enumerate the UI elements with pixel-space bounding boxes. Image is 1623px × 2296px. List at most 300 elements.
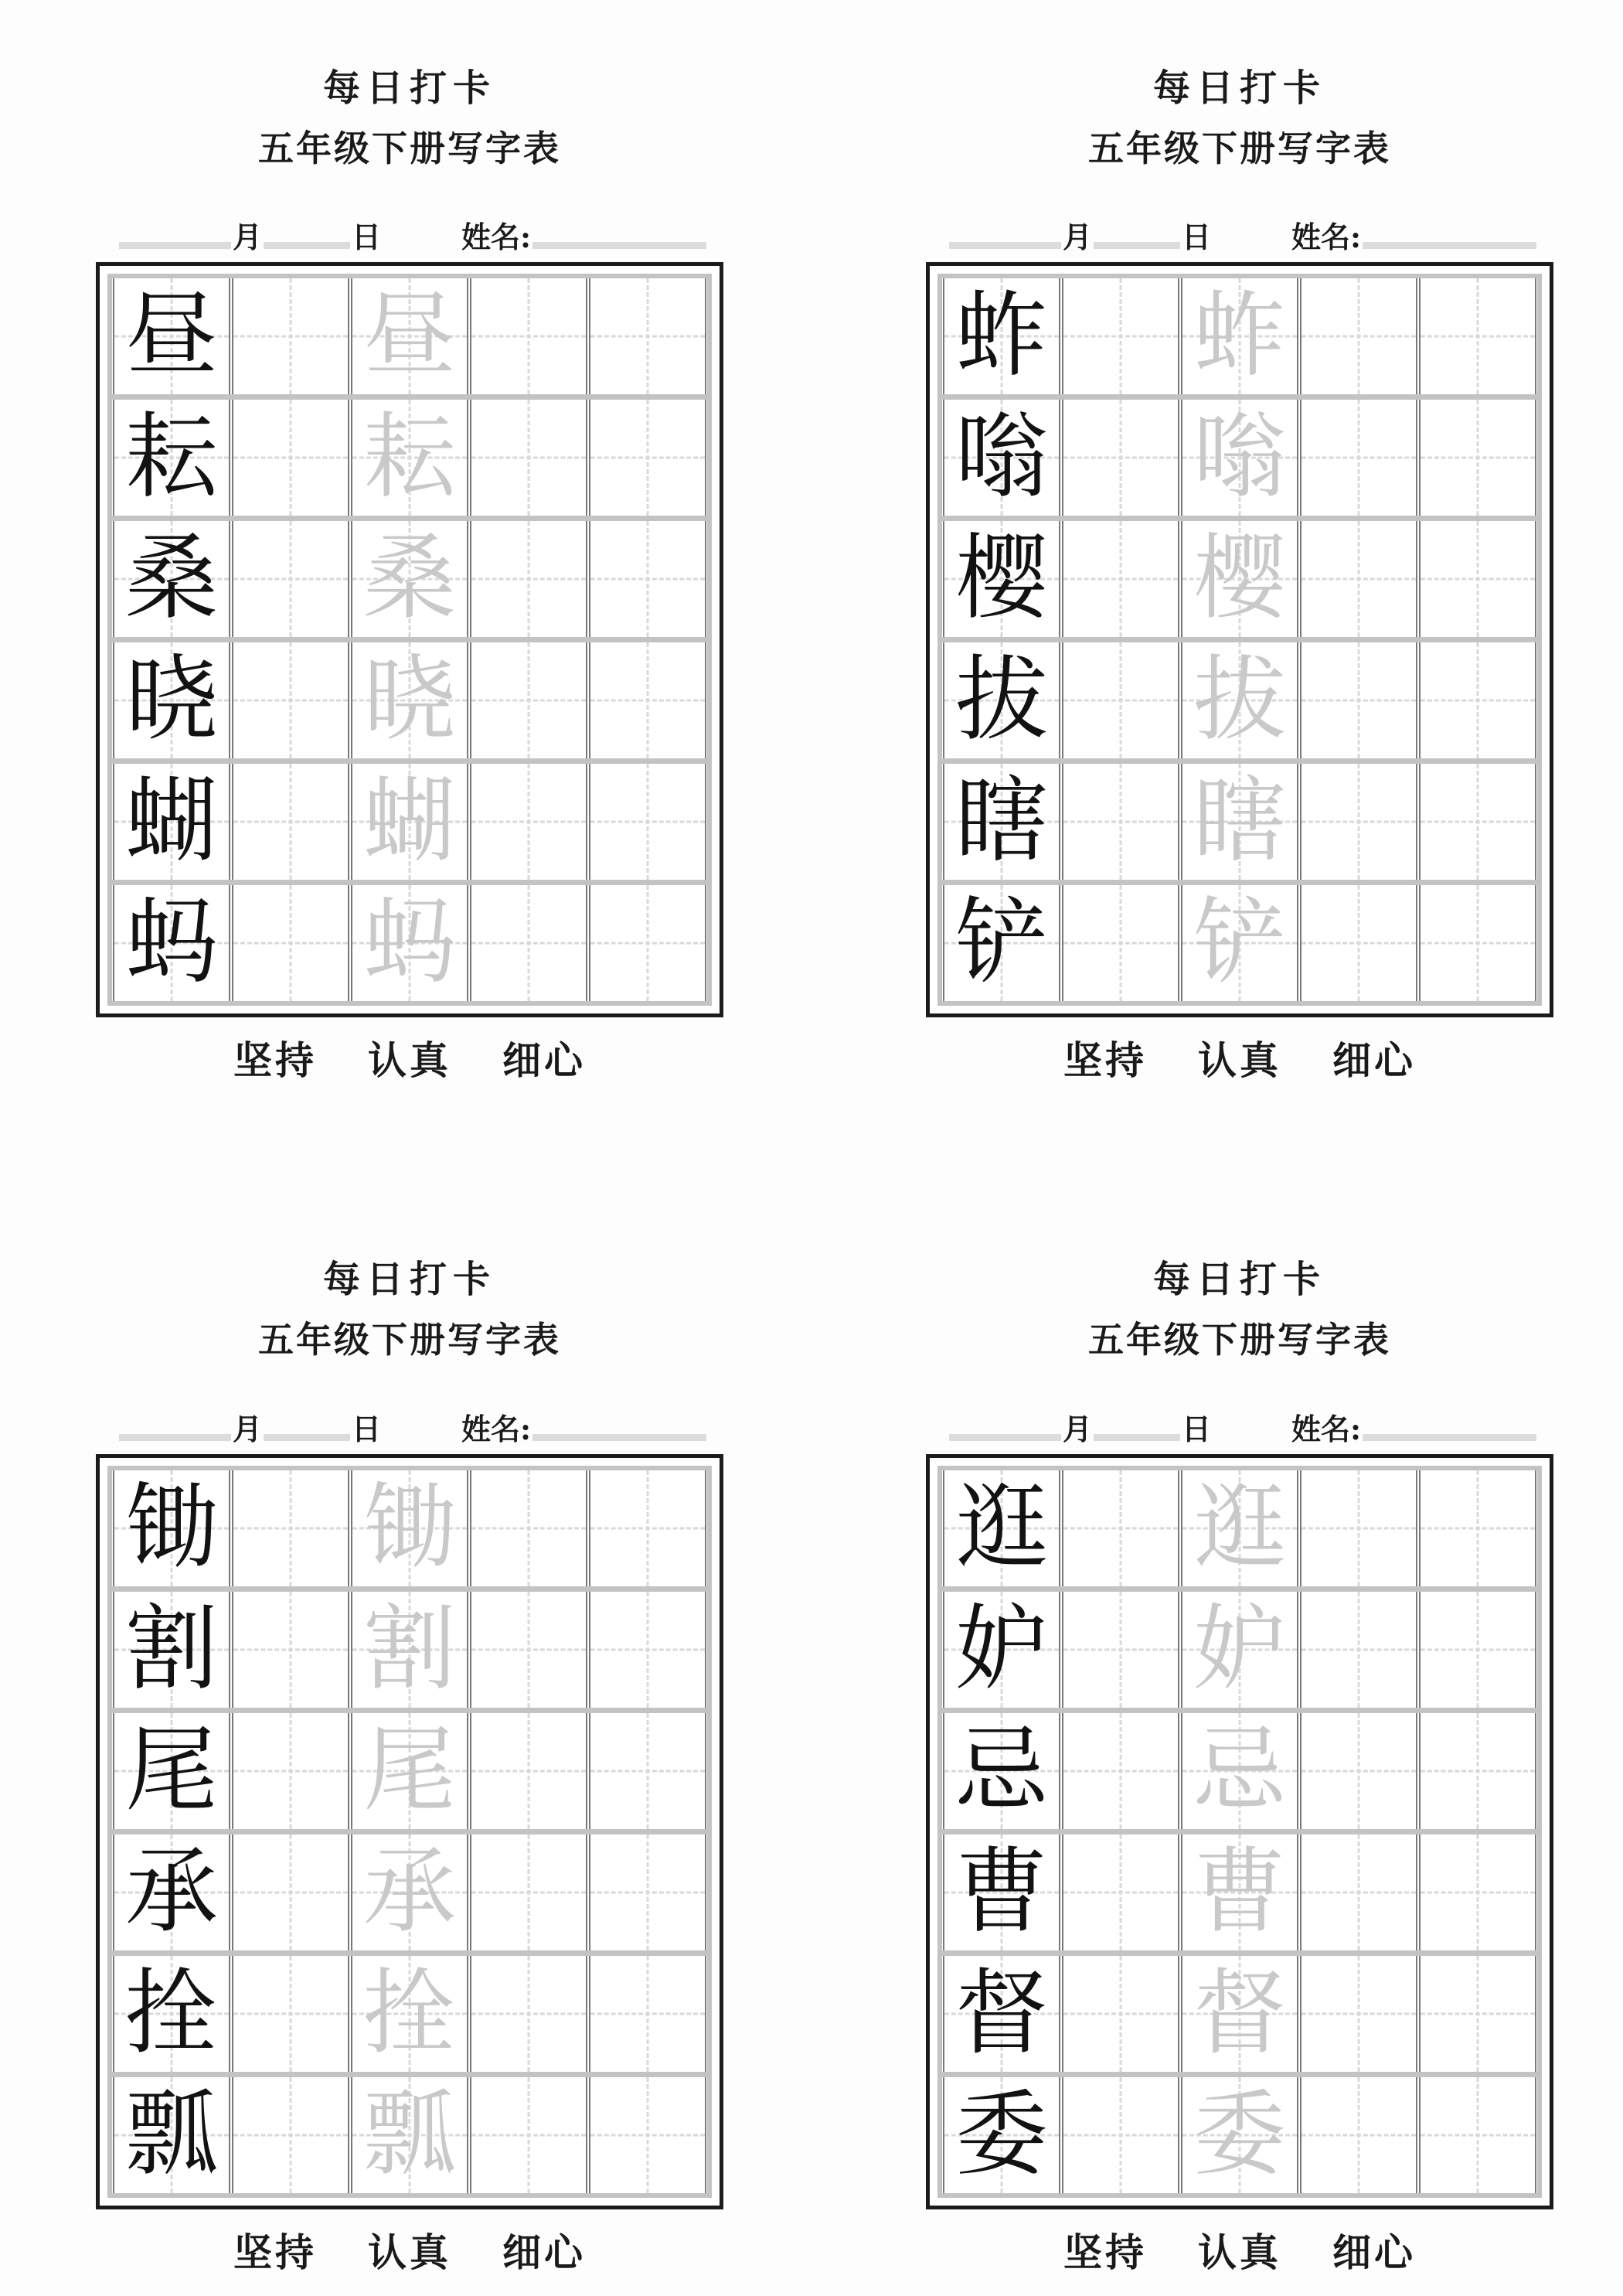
model-character: 耘 <box>125 404 218 512</box>
practice-cell <box>1062 642 1179 758</box>
practice-cell <box>1300 400 1417 516</box>
horizontal-guide-line <box>233 700 348 702</box>
date-name-line <box>926 1411 1553 1446</box>
practice-cell <box>1181 1713 1298 1829</box>
practice-cell <box>1181 642 1298 758</box>
horizontal-guide-line <box>1063 700 1178 702</box>
practice-cell <box>232 1592 349 1708</box>
practice-cell <box>1181 1592 1298 1708</box>
horizontal-guide-line <box>1421 821 1535 823</box>
practice-cell <box>1419 764 1536 880</box>
practice-cell <box>232 1834 349 1950</box>
practice-cell <box>113 885 230 1001</box>
horizontal-guide-line <box>1063 2134 1178 2136</box>
horizontal-guide-line <box>1301 1770 1416 1772</box>
panel-title: 每日打卡 <box>322 1258 496 1302</box>
motto-word: 细心 <box>502 1037 586 1084</box>
practice-grid <box>107 1466 712 2198</box>
trace-character: 忌 <box>1193 1716 1286 1824</box>
horizontal-guide-line <box>1301 457 1416 459</box>
model-character: 曹 <box>955 1838 1048 1946</box>
grid-row <box>942 278 1537 400</box>
model-character: 割 <box>125 1595 218 1703</box>
practice-cell <box>589 1592 706 1708</box>
horizontal-guide-line <box>233 942 348 945</box>
practice-cell <box>1181 521 1298 637</box>
model-character: 锄 <box>125 1473 218 1582</box>
practice-cell <box>1300 642 1417 758</box>
practice-cell <box>1419 1713 1536 1829</box>
horizontal-guide-line <box>471 942 586 945</box>
practice-cell <box>351 400 468 516</box>
horizontal-guide-line <box>1421 700 1535 702</box>
grid-row <box>942 642 1537 764</box>
horizontal-guide-line <box>1301 1527 1416 1529</box>
horizontal-guide-line <box>590 821 705 823</box>
panel-row-bottom <box>96 1259 1553 2273</box>
horizontal-guide-line <box>1421 336 1535 338</box>
horizontal-guide-line <box>1063 2012 1178 2015</box>
trace-character: 承 <box>363 1838 456 1946</box>
practice-cell <box>470 1713 587 1829</box>
practice-cell <box>470 1592 587 1708</box>
practice-cell <box>351 521 468 637</box>
horizontal-guide-line <box>590 942 705 945</box>
motto-word: 认真 <box>1198 1037 1281 1084</box>
name-label: 姓名: <box>1291 1411 1362 1446</box>
model-character: 妒 <box>955 1595 1048 1703</box>
practice-cell <box>1062 278 1179 394</box>
practice-cell <box>1419 1470 1536 1586</box>
model-character: 晓 <box>125 646 218 755</box>
day-blank-line <box>264 1434 350 1441</box>
grid-row <box>112 764 707 885</box>
worksheet-panel <box>926 1259 1553 2273</box>
name-blank-line <box>532 1434 706 1441</box>
horizontal-guide-line <box>1063 578 1178 581</box>
model-character: 拴 <box>125 1959 218 2067</box>
motto-word: 细心 <box>1332 2229 1416 2275</box>
grid-row <box>112 1956 707 2077</box>
grid-row <box>112 278 707 400</box>
practice-cell <box>470 400 587 516</box>
practice-cell <box>232 1713 349 1829</box>
horizontal-guide-line <box>471 2012 586 2015</box>
horizontal-guide-line <box>471 1527 586 1529</box>
horizontal-guide-line <box>1063 1891 1178 1893</box>
horizontal-guide-line <box>1301 578 1416 581</box>
model-character: 委 <box>955 2080 1048 2189</box>
motto-word: 坚持 <box>233 2229 317 2275</box>
practice-cell <box>113 1834 230 1950</box>
motto-word: 认真 <box>1198 2229 1281 2275</box>
grid-row <box>112 2077 707 2193</box>
practice-grid <box>107 274 712 1006</box>
practice-cell <box>1181 400 1298 516</box>
month-blank-line <box>949 1434 1061 1441</box>
horizontal-guide-line <box>233 2012 348 2015</box>
grid-row <box>942 2077 1537 2193</box>
model-character: 承 <box>125 1838 218 1946</box>
horizontal-guide-line <box>1301 1891 1416 1893</box>
practice-cell <box>1419 400 1536 516</box>
name-label: 姓名: <box>461 1411 532 1446</box>
practice-cell <box>232 885 349 1001</box>
horizontal-guide-line <box>233 578 348 581</box>
grid-row <box>942 1956 1537 2077</box>
grid-row <box>112 885 707 1001</box>
trace-character: 曹 <box>1193 1838 1286 1946</box>
practice-cell <box>1181 1470 1298 1586</box>
horizontal-guide-line <box>1421 1648 1535 1650</box>
practice-grid-frame <box>926 262 1553 1017</box>
practice-cell <box>351 278 468 394</box>
practice-grid-frame <box>96 262 723 1017</box>
name-blank-line <box>532 242 706 249</box>
date-name-line <box>96 222 723 253</box>
practice-cell <box>232 642 349 758</box>
horizontal-guide-line <box>471 1891 586 1893</box>
horizontal-guide-line <box>1063 457 1178 459</box>
panel-subtitle: 五年级下册写字表 <box>1088 127 1391 169</box>
grid-row <box>942 1592 1537 1713</box>
horizontal-guide-line <box>1063 1648 1178 1650</box>
motto-word: 坚持 <box>233 1037 317 1084</box>
model-character: 铲 <box>955 889 1048 997</box>
model-character: 桑 <box>125 525 218 633</box>
practice-cell <box>470 885 587 1001</box>
model-character: 瞎 <box>955 768 1048 876</box>
grid-row <box>942 1834 1537 1956</box>
horizontal-guide-line <box>1063 1770 1178 1772</box>
motto-line <box>233 1039 586 1082</box>
trace-character: 锄 <box>363 1473 456 1582</box>
horizontal-guide-line <box>1301 700 1416 702</box>
day-blank-line <box>1094 1434 1180 1441</box>
model-character: 逛 <box>955 1473 1048 1582</box>
practice-cell <box>589 1470 706 1586</box>
trace-character: 拔 <box>1193 646 1286 755</box>
day-label: 日 <box>352 1411 382 1446</box>
practice-cell <box>470 1834 587 1950</box>
month-label: 月 <box>233 1411 263 1446</box>
practice-cell <box>351 1470 468 1586</box>
day-label: 日 <box>352 220 382 255</box>
horizontal-guide-line <box>233 336 348 338</box>
grid-row <box>112 1592 707 1713</box>
practice-cell <box>1300 1470 1417 1586</box>
horizontal-guide-line <box>1421 578 1535 581</box>
motto-word: 细心 <box>502 2229 586 2275</box>
practice-cell <box>1300 1956 1417 2072</box>
panel-title: 每日打卡 <box>322 66 496 110</box>
practice-cell <box>943 764 1060 880</box>
practice-cell <box>232 764 349 880</box>
horizontal-guide-line <box>1421 942 1535 945</box>
month-label: 月 <box>233 220 263 255</box>
horizontal-guide-line <box>1421 1770 1535 1772</box>
horizontal-guide-line <box>590 1527 705 1529</box>
practice-cell <box>1419 278 1536 394</box>
motto-word: 坚持 <box>1063 1037 1147 1084</box>
practice-cell <box>943 1592 1060 1708</box>
horizontal-guide-line <box>1301 2134 1416 2136</box>
practice-cell <box>113 1592 230 1708</box>
grid-row <box>942 1470 1537 1592</box>
practice-cell <box>1419 1592 1536 1708</box>
panel-title: 每日打卡 <box>1152 66 1326 110</box>
practice-cell <box>943 1713 1060 1829</box>
practice-cell <box>943 1470 1060 1586</box>
practice-cell <box>943 1956 1060 2072</box>
horizontal-guide-line <box>471 700 586 702</box>
practice-cell <box>351 1592 468 1708</box>
practice-cell <box>589 1713 706 1829</box>
horizontal-guide-line <box>590 700 705 702</box>
horizontal-guide-line <box>1301 2012 1416 2015</box>
horizontal-guide-line <box>1421 1527 1535 1529</box>
day-label: 日 <box>1182 220 1212 255</box>
worksheet-panel <box>926 68 1553 1082</box>
horizontal-guide-line <box>471 1770 586 1772</box>
motto-word: 细心 <box>1332 1037 1416 1084</box>
model-character: 嗡 <box>955 404 1048 512</box>
practice-cell <box>351 1834 468 1950</box>
practice-cell <box>589 764 706 880</box>
horizontal-guide-line <box>590 2134 705 2136</box>
horizontal-guide-line <box>1421 2134 1535 2136</box>
horizontal-guide-line <box>590 578 705 581</box>
motto-line <box>1063 1039 1416 1082</box>
grid-row <box>112 642 707 764</box>
month-blank-line <box>949 242 1061 249</box>
model-character: 蝴 <box>125 768 218 876</box>
practice-cell <box>232 1470 349 1586</box>
grid-row <box>112 1713 707 1834</box>
day-label: 日 <box>1182 1411 1212 1446</box>
trace-character: 樱 <box>1193 525 1286 633</box>
month-label: 月 <box>1063 1411 1093 1446</box>
practice-cell <box>1062 1713 1179 1829</box>
practice-cell <box>589 400 706 516</box>
practice-cell <box>113 400 230 516</box>
grid-row <box>942 764 1537 885</box>
horizontal-guide-line <box>590 1891 705 1893</box>
horizontal-guide-line <box>233 1527 348 1529</box>
practice-cell <box>113 278 230 394</box>
panel-subtitle: 五年级下册写字表 <box>1088 1319 1391 1361</box>
practice-grid <box>937 274 1542 1006</box>
month-label: 月 <box>1063 220 1093 255</box>
grid-row <box>942 521 1537 642</box>
practice-cell <box>589 278 706 394</box>
practice-cell <box>1181 1834 1298 1950</box>
practice-cell <box>943 400 1060 516</box>
practice-cell <box>1300 764 1417 880</box>
practice-cell <box>1300 1713 1417 1829</box>
horizontal-guide-line <box>233 821 348 823</box>
practice-cell <box>1181 1956 1298 2072</box>
practice-cell <box>943 521 1060 637</box>
practice-cell <box>1062 1592 1179 1708</box>
practice-cell <box>1062 885 1179 1001</box>
practice-cell <box>1062 2077 1179 2193</box>
trace-character: 耘 <box>363 404 456 512</box>
grid-row <box>112 400 707 521</box>
practice-cell <box>943 885 1060 1001</box>
horizontal-guide-line <box>471 578 586 581</box>
practice-cell <box>1419 521 1536 637</box>
practice-cell <box>1300 278 1417 394</box>
name-blank-line <box>1363 242 1536 249</box>
horizontal-guide-line <box>1301 1648 1416 1650</box>
practice-grid <box>937 1466 1542 2198</box>
trace-character: 桑 <box>363 525 456 633</box>
month-blank-line <box>119 1434 231 1441</box>
horizontal-guide-line <box>471 2134 586 2136</box>
practice-cell <box>943 1834 1060 1950</box>
horizontal-guide-line <box>1063 821 1178 823</box>
practice-cell <box>470 2077 587 2193</box>
grid-row <box>942 885 1537 1001</box>
practice-cell <box>1419 885 1536 1001</box>
practice-cell <box>113 1470 230 1586</box>
horizontal-guide-line <box>233 1891 348 1893</box>
practice-cell <box>1062 1956 1179 2072</box>
trace-character: 蚂 <box>363 889 456 997</box>
practice-cell <box>470 764 587 880</box>
trace-character: 嗡 <box>1193 404 1286 512</box>
trace-character: 逛 <box>1193 1473 1286 1582</box>
day-blank-line <box>1094 242 1180 249</box>
worksheet-panel <box>96 68 723 1082</box>
practice-cell <box>1300 521 1417 637</box>
horizontal-guide-line <box>590 336 705 338</box>
trace-character: 拴 <box>363 1959 456 2067</box>
horizontal-guide-line <box>233 1648 348 1650</box>
practice-cell <box>232 1956 349 2072</box>
trace-character: 瞎 <box>1193 768 1286 876</box>
model-character: 拔 <box>955 646 1048 755</box>
practice-cell <box>589 521 706 637</box>
trace-character: 督 <box>1193 1959 1286 2067</box>
practice-cell <box>351 885 468 1001</box>
practice-cell <box>113 1956 230 2072</box>
trace-character: 委 <box>1193 2080 1286 2189</box>
model-character: 蚂 <box>125 889 218 997</box>
practice-cell <box>470 521 587 637</box>
worksheet-panel <box>96 1259 723 2273</box>
trace-character: 瓢 <box>363 2080 456 2189</box>
name-blank-line <box>1363 1434 1536 1441</box>
practice-cell <box>1181 885 1298 1001</box>
horizontal-guide-line <box>1063 1527 1178 1529</box>
trace-character: 铲 <box>1193 889 1286 997</box>
practice-cell <box>232 2077 349 2193</box>
grid-row <box>112 1834 707 1956</box>
date-name-line <box>926 222 1553 253</box>
horizontal-guide-line <box>233 457 348 459</box>
horizontal-guide-line <box>590 457 705 459</box>
model-character: 尾 <box>125 1716 218 1824</box>
model-character: 忌 <box>955 1716 1048 1824</box>
horizontal-guide-line <box>471 1648 586 1650</box>
motto-word: 认真 <box>368 2229 451 2275</box>
practice-cell <box>589 2077 706 2193</box>
trace-character: 割 <box>363 1595 456 1703</box>
practice-cell <box>113 642 230 758</box>
horizontal-guide-line <box>1063 942 1178 945</box>
motto-word: 坚持 <box>1063 2229 1147 2275</box>
month-blank-line <box>119 242 231 249</box>
name-label: 姓名: <box>1291 220 1362 255</box>
horizontal-guide-line <box>1421 457 1535 459</box>
practice-cell <box>1419 642 1536 758</box>
practice-cell <box>351 1956 468 2072</box>
practice-cell <box>589 642 706 758</box>
practice-cell <box>232 521 349 637</box>
horizontal-guide-line <box>233 1770 348 1772</box>
practice-cell <box>351 2077 468 2193</box>
practice-cell <box>589 1834 706 1950</box>
grid-row <box>942 400 1537 521</box>
practice-cell <box>470 642 587 758</box>
practice-cell <box>589 1956 706 2072</box>
practice-cell <box>232 278 349 394</box>
practice-cell <box>232 400 349 516</box>
practice-cell <box>113 764 230 880</box>
practice-cell <box>351 764 468 880</box>
horizontal-guide-line <box>590 1770 705 1772</box>
model-character: 蚱 <box>955 282 1048 390</box>
practice-cell <box>470 1470 587 1586</box>
date-name-line <box>96 1411 723 1446</box>
practice-cell <box>1300 1592 1417 1708</box>
practice-cell <box>1062 764 1179 880</box>
practice-grid-frame <box>96 1454 723 2209</box>
model-character: 督 <box>955 1959 1048 2067</box>
grid-row <box>112 1470 707 1592</box>
trace-character: 尾 <box>363 1716 456 1824</box>
horizontal-guide-line <box>1421 1891 1535 1893</box>
motto-line <box>1063 2231 1416 2274</box>
panel-subtitle: 五年级下册写字表 <box>258 127 561 169</box>
practice-cell <box>943 278 1060 394</box>
practice-cell <box>351 642 468 758</box>
panel-row-top <box>96 68 1553 1082</box>
horizontal-guide-line <box>471 821 586 823</box>
practice-cell <box>1300 1834 1417 1950</box>
practice-cell <box>943 642 1060 758</box>
practice-grid-frame <box>926 1454 1553 2209</box>
motto-word: 认真 <box>368 1037 451 1084</box>
model-character: 瓢 <box>125 2080 218 2189</box>
horizontal-guide-line <box>1063 336 1178 338</box>
model-character: 樱 <box>955 525 1048 633</box>
horizontal-guide-line <box>471 336 586 338</box>
practice-cell <box>113 521 230 637</box>
practice-cell <box>1062 400 1179 516</box>
trace-character: 妒 <box>1193 1595 1286 1703</box>
practice-cell <box>351 1713 468 1829</box>
horizontal-guide-line <box>233 2134 348 2136</box>
practice-cell <box>589 885 706 1001</box>
motto-line <box>233 2231 586 2274</box>
horizontal-guide-line <box>590 2012 705 2015</box>
practice-cell <box>943 2077 1060 2193</box>
horizontal-guide-line <box>471 457 586 459</box>
practice-cell <box>113 1713 230 1829</box>
